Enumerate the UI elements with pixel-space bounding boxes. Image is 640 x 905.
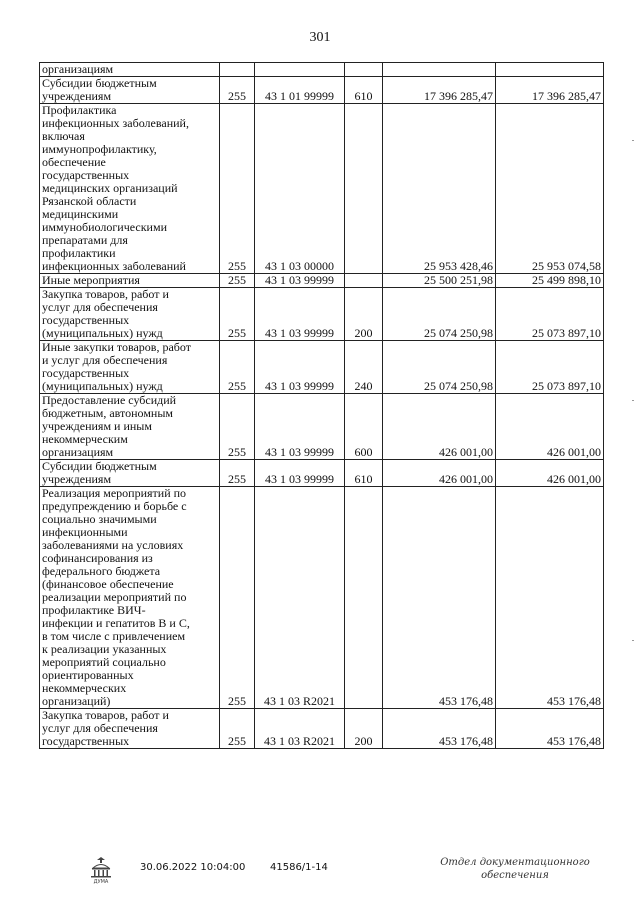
cell-expense-type: 200: [345, 288, 383, 341]
name-line: в том числе с привлечением: [42, 629, 186, 643]
cell-ministry-code: 255: [220, 77, 255, 104]
name-line: организациям: [42, 445, 114, 459]
name-line: и услуг для обеспечения: [42, 353, 168, 367]
name-line: реализации мероприятий по: [42, 590, 187, 604]
cell-amount-plan: 25 074 250,98: [383, 341, 496, 394]
cell-ministry-code: 255: [220, 460, 255, 487]
name-line: предупреждению и борьбе с: [42, 499, 187, 513]
cell-amount-plan: 426 001,00: [383, 460, 496, 487]
name-line: профилактики: [42, 246, 116, 260]
cell-amount-plan: 426 001,00: [383, 394, 496, 460]
name-line: социально значимыми: [42, 512, 157, 526]
cell-target-article: 43 1 03 99999: [255, 274, 345, 288]
stamp-line-2: обеспечения: [481, 870, 549, 881]
name-line: Иные мероприятия: [42, 273, 140, 287]
cell-amount-executed: 453 176,48: [496, 487, 604, 709]
edge-mark: [632, 400, 634, 401]
name-line: государственных: [42, 366, 130, 380]
name-line: (муниципальных) нужд: [42, 379, 163, 393]
cell-amount-plan: 25 953 428,46: [383, 104, 496, 274]
name-line: учреждениям: [42, 472, 112, 486]
name-line: государственных: [42, 168, 130, 182]
name-line: Субсидии бюджетным: [42, 459, 157, 473]
cell-amount-executed: [496, 63, 604, 77]
table-row: [40, 709, 604, 749]
name-line: инфекционными: [42, 525, 128, 539]
cell-target-article: 43 1 03 99999: [255, 341, 345, 394]
name-line: инфекции и гепатитов В и С,: [42, 616, 190, 630]
cell-name: [40, 77, 220, 104]
cell-expense-type: [345, 274, 383, 288]
name-line: государственных: [42, 734, 130, 748]
name-line: к реализации указанных: [42, 642, 167, 656]
name-line: государственных: [42, 313, 130, 327]
table-row: [40, 341, 604, 394]
name-line: профилактике ВИЧ-: [42, 603, 146, 617]
name-line: софинансирования из: [42, 551, 153, 565]
name-line: некоммерческих: [42, 681, 127, 695]
name-line: ориентированных: [42, 668, 134, 682]
cell-amount-executed: 453 176,48: [496, 709, 604, 749]
cell-amount-plan: [383, 63, 496, 77]
name-line: инфекционных заболеваний,: [42, 116, 189, 130]
name-line: организаций): [42, 694, 111, 708]
cell-target-article: [255, 63, 345, 77]
cell-amount-executed: 426 001,00: [496, 394, 604, 460]
cell-ministry-code: [220, 63, 255, 77]
cell-expense-type: [345, 487, 383, 709]
name-line: медицинских организаций: [42, 181, 178, 195]
cell-name: [40, 487, 220, 709]
cell-name: [40, 274, 220, 288]
name-line: федерального бюджета: [42, 564, 161, 578]
name-line: Иные закупки товаров, работ: [42, 340, 191, 354]
cell-amount-executed: 426 001,00: [496, 460, 604, 487]
cell-amount-executed: 25 499 898,10: [496, 274, 604, 288]
footer: [0, 852, 640, 892]
name-line: (муниципальных) нужд: [42, 326, 163, 340]
cell-expense-type: [345, 63, 383, 77]
name-line: Закупка товаров, работ и: [42, 287, 169, 301]
stamp-line-1: Отдел документационного: [440, 857, 590, 868]
cell-target-article: 43 1 01 99999: [255, 77, 345, 104]
table-row: [40, 487, 604, 709]
name-line: учреждениям и иным: [42, 419, 152, 433]
name-line: (финансовое обеспечение: [42, 577, 174, 591]
name-line: иммунопрофилактику,: [42, 142, 157, 156]
cell-ministry-code: 255: [220, 341, 255, 394]
name-line: Рязанской области: [42, 194, 137, 208]
cell-name: [40, 63, 220, 77]
cell-expense-type: 200: [345, 709, 383, 749]
name-line: Профилактика: [42, 103, 117, 117]
budget-table: [39, 62, 604, 749]
table-row: [40, 460, 604, 487]
budget-table-body: [40, 63, 604, 749]
name-line: препаратами для: [42, 233, 128, 247]
cell-expense-type: 600: [345, 394, 383, 460]
cell-expense-type: 610: [345, 77, 383, 104]
cell-amount-plan: 453 176,48: [383, 487, 496, 709]
footer-date: 30.06.2022 10:04:00: [140, 862, 246, 873]
cell-ministry-code: 255: [220, 104, 255, 274]
name-line: Закупка товаров, работ и: [42, 708, 169, 722]
cell-ministry-code: 255: [220, 709, 255, 749]
name-line: медицинскими: [42, 207, 119, 221]
cell-expense-type: 610: [345, 460, 383, 487]
name-line: мероприятий социально: [42, 655, 166, 669]
page-number: 301: [309, 30, 331, 45]
name-line: Реализация мероприятий по: [42, 486, 187, 500]
cell-target-article: 43 1 03 99999: [255, 460, 345, 487]
cell-ministry-code: 255: [220, 288, 255, 341]
cell-ministry-code: 255: [220, 394, 255, 460]
table-row: [40, 77, 604, 104]
footer-document-code: 41586/1-14: [270, 862, 328, 873]
name-line: бюджетным, автономным: [42, 406, 173, 420]
table-row: [40, 63, 604, 77]
cell-name: [40, 709, 220, 749]
edge-mark: [632, 140, 634, 141]
name-line: некоммерческим: [42, 432, 128, 446]
logo-text: ДУМА: [93, 879, 109, 884]
name-line: обеспечение: [42, 155, 106, 169]
duma-logo-icon: [88, 856, 114, 884]
cell-ministry-code: 255: [220, 487, 255, 709]
cell-target-article: 43 1 03 R2021: [255, 487, 345, 709]
cell-name: [40, 394, 220, 460]
name-line: услуг для обеспечения: [42, 300, 158, 314]
cell-expense-type: [345, 104, 383, 274]
cell-ministry-code: 255: [220, 274, 255, 288]
name-line: Субсидии бюджетным: [42, 76, 157, 90]
table-row: [40, 394, 604, 460]
cell-target-article: 43 1 03 99999: [255, 288, 345, 341]
cell-target-article: 43 1 03 00000: [255, 104, 345, 274]
cell-name: [40, 104, 220, 274]
cell-expense-type: 240: [345, 341, 383, 394]
name-line: учреждениям: [42, 89, 112, 103]
cell-target-article: 43 1 03 99999: [255, 394, 345, 460]
table-row: [40, 288, 604, 341]
name-line: услуг для обеспечения: [42, 721, 158, 735]
name-line: иммунобиологическими: [42, 220, 167, 234]
name-line: инфекционных заболеваний: [42, 259, 186, 273]
cell-target-article: 43 1 03 R2021: [255, 709, 345, 749]
cell-name: [40, 341, 220, 394]
cell-amount-plan: 25 074 250,98: [383, 288, 496, 341]
cell-amount-plan: 25 500 251,98: [383, 274, 496, 288]
cell-name: [40, 460, 220, 487]
name-line: Предоставление субсидий: [42, 393, 177, 407]
cell-name: [40, 288, 220, 341]
department-stamp: [430, 856, 600, 882]
edge-mark: [632, 640, 634, 641]
cell-amount-executed: 17 396 285,47: [496, 77, 604, 104]
name-line: организациям: [42, 62, 114, 76]
cell-amount-executed: 25 953 074,58: [496, 104, 604, 274]
cell-amount-executed: 25 073 897,10: [496, 341, 604, 394]
cell-amount-plan: 17 396 285,47: [383, 77, 496, 104]
cell-amount-plan: 453 176,48: [383, 709, 496, 749]
table-row: [40, 274, 604, 288]
cell-amount-executed: 25 073 897,10: [496, 288, 604, 341]
name-line: заболеваниями на условиях: [42, 538, 184, 552]
name-line: включая: [42, 129, 85, 143]
table-row: [40, 104, 604, 274]
